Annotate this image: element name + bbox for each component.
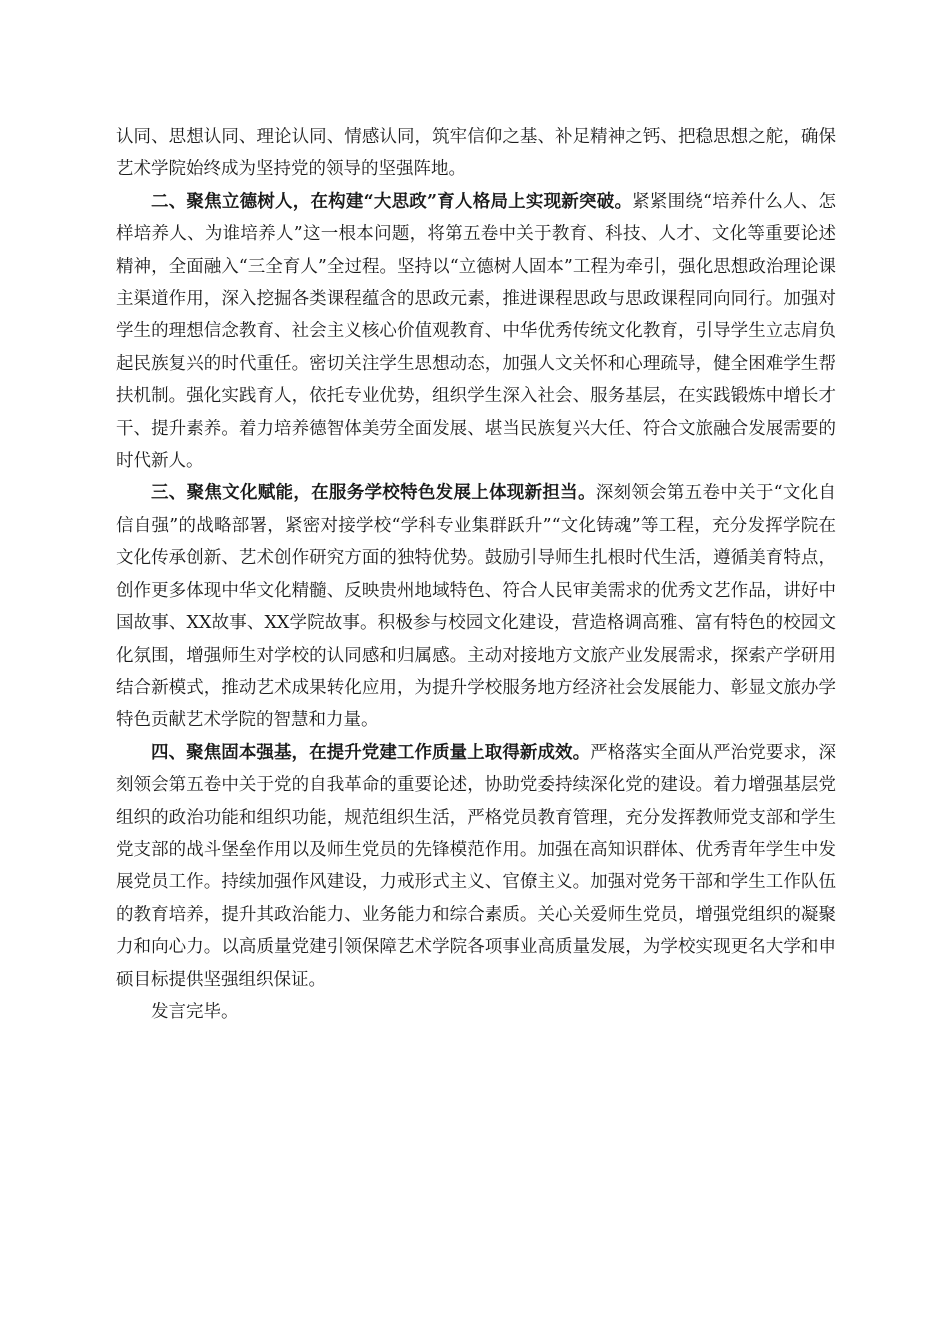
paragraph-section-2 [116,186,836,478]
paragraph-text: 严格落实全面从严治党要求，深刻领会第五卷中关于党的自我革命的重要论述，协助党委持续深化党的建设。着力增强基层党组织的政治功能和组织功能，规范组织生活，严格党员教育管理，充分发挥教师党支部和学生党支部的战斗堡垒作用以及师生党员的先锋模范作用。加强在高知识群体、优秀青年学生中发展党员工作。持续加强作风建设，力戒形式主义、官僚主义。加强对党务干部和学生工作队伍的教育培养，提升其政治能力、业务能力和综合素质。关心关爱师生党员，增强党组织的凝聚力和向心力。以高质量党建引领保障艺术学院各项事业高质量发展，为学校实现更名大学和申硕目标提供坚强组织保证。 [116,742,837,990]
paragraph-text: 深刻领会第五卷中关于“文化自信自强”的战略部署，紧密对接学校“学科专业集群跃升”“文化铸魂”等工程，充分发挥学院在文化传承创新、艺术创作研究方面的独特优势。鼓励引导师生扎根时代生活，遵循美育特点，创作更多体现中华文化精髓、反映贵州地域特色、符合人民审美需求的优秀文艺作品，讲好中国故事、XX故事、XX学院故事。积极参与校园文化建设，营造格调高雅、富有特色的校园文化氛围，增强师生对学校的认同感和归属感。主动对接地方文旅产业发展需求，探索产学研用结合新模式，推动艺术成果转化应用，为提升学校服务地方经济社会发展能力、彰显文旅办学特色贡献艺术学院的智慧和力量。 [116,483,836,731]
closing-text: 发言完毕。 [151,1001,239,1022]
paragraph-section-3 [116,477,836,736]
paragraph-section-4 [116,737,836,996]
section-heading: 三、聚焦文化赋能，在服务学校特色发展上体现新担当。 [151,483,596,504]
paragraph-closing [116,996,836,1028]
section-heading: 四、聚焦固本强基，在提升党建工作质量上取得新成效。 [151,742,591,763]
paragraph-continuation [116,121,836,186]
section-heading: 二、聚焦立德树人，在构建“大思政”育人格局上实现新突破。 [151,191,633,212]
document-body [116,121,836,1028]
paragraph-text: 认同、思想认同、理论认同、情感认同，筑牢信仰之基、补足精神之钙、把稳思想之舵，确保艺术学院始终成为坚持党的领导的坚强阵地。 [116,127,836,180]
paragraph-text: 紧紧围绕“培养什么人、怎样培养人、为谁培养人”这一根本问题，将第五卷中关于教育、科技、人才、文化等重要论述精神，全面融入“三全育人”全过程。坚持以“立德树人固本”工程为牵引，强化思想政治理论课主渠道作用，深入挖掘各类课程蕴含的思政元素，推进课程思政与思政课程同向同行。加强对学生的理想信念教育、社会主义核心价值观教育、中华优秀传统文化教育，引导学生立志肩负起民族复兴的时代重任。密切关注学生思想动态，加强人文关怀和心理疏导，健全困难学生帮扶机制。强化实践育人，依托专业优势，组织学生深入社会、服务基层，在实践锻炼中增长才干、提升素养。着力培养德智体美劳全面发展、堪当民族复兴大任、符合文旅融合发展需要的时代新人。 [116,191,836,472]
